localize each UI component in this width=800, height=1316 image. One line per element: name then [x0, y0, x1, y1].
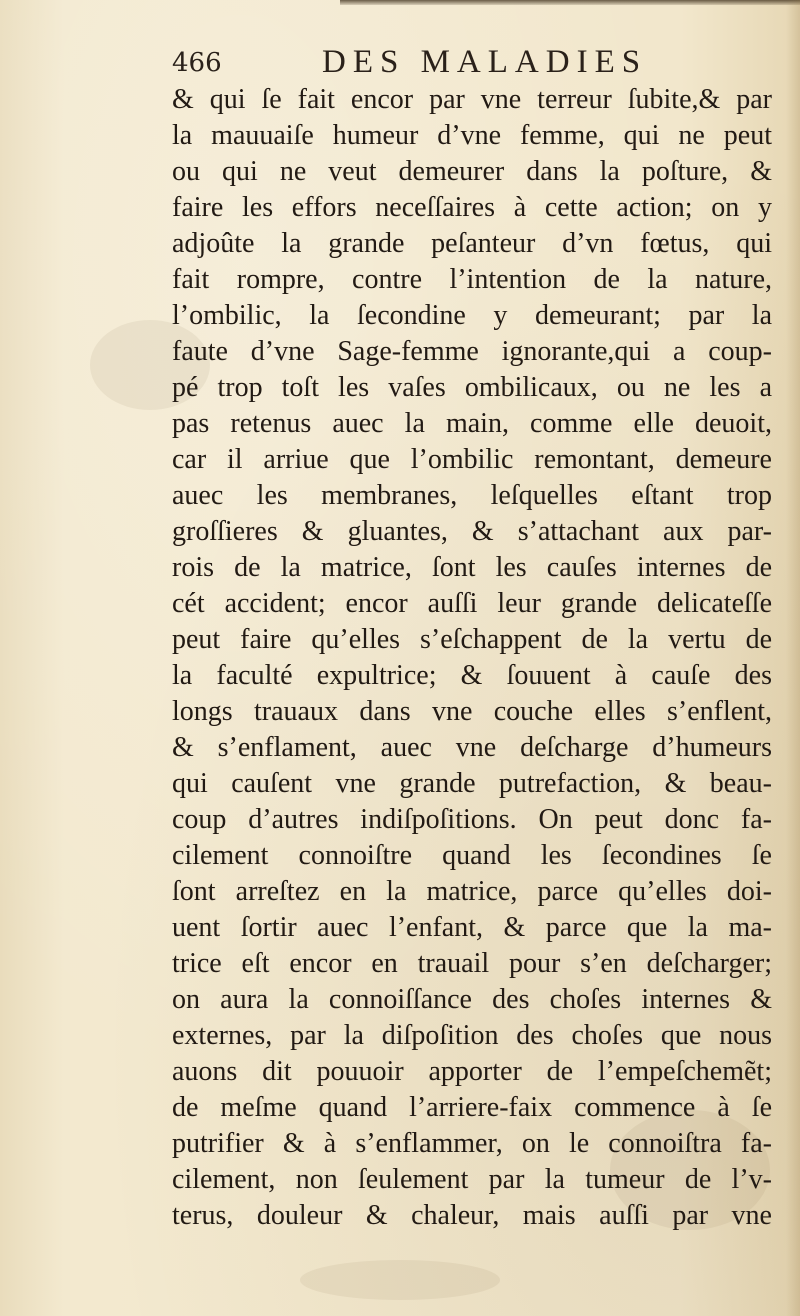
- top-edge-shadow: [340, 0, 800, 5]
- text-line: de meſme quand l’arriere-faix commence à ſe: [172, 1092, 772, 1123]
- text-line: & s’enflament, auec vne deſcharge d’humeurs: [172, 732, 772, 763]
- text-line: ou qui ne veut demeurer dans la poſture, &: [172, 156, 772, 187]
- text-line: fait rompre, contre l’intention de la nature,: [172, 264, 772, 295]
- text-line: coup d’autres indiſpoſitions. On peut donc fa-: [172, 804, 772, 835]
- text-line: cét accident; encor auſſi leur grande delicateſſe: [172, 588, 772, 619]
- text-line: trice eſt encor en trauail pour s’en deſcharger;: [172, 948, 772, 979]
- text-line: cilement connoiſtre quand les ſecondines ſe: [172, 840, 772, 871]
- text-line: ſont arreſtez en la matrice, parce qu’elles doi-: [172, 876, 772, 907]
- text-line: uent ſortir auec l’enfant, & parce que la ma-: [172, 912, 772, 943]
- body-text: [172, 82, 772, 1234]
- text-line: la faculté expultrice; & ſouuent à cauſe des: [172, 660, 772, 691]
- page-header: [172, 42, 672, 82]
- text-line: la mauuaiſe humeur d’vne femme, qui ne peut: [172, 120, 772, 151]
- text-line: l’ombilic, la ſecondine y demeurant; par la: [172, 300, 772, 331]
- text-line: cilement, non ſeulement par la tumeur de l’v-: [172, 1164, 772, 1195]
- text-line: pé trop toſt les vaſes ombilicaux, ou ne les a: [172, 372, 772, 403]
- text-line: externes, par la diſpoſition des choſes que nous: [172, 1020, 772, 1051]
- text-line: qui cauſent vne grande putrefaction, & beau-: [172, 768, 772, 799]
- page-edge-shading: [786, 0, 800, 1316]
- page-number: 466: [172, 48, 222, 78]
- text-line: longs trauaux dans vne couche elles s’enflent,: [172, 696, 772, 727]
- text-line: on aura la connoiſſance des choſes internes &: [172, 984, 772, 1015]
- text-line: peut faire qu’elles s’eſchappent de la vertu de: [172, 624, 772, 655]
- text-line: groſſieres & gluantes, & s’attachant aux par-: [172, 516, 772, 547]
- text-line: auec les membranes, leſquelles eſtant trop: [172, 480, 772, 511]
- text-line: rois de la matrice, ſont les cauſes internes de: [172, 552, 772, 583]
- running-head: DES MALADIES: [322, 44, 648, 80]
- text-line: adjoûte la grande peſanteur d’vn fœtus, qui: [172, 228, 772, 259]
- text-line: pas retenus auec la main, comme elle deuoit,: [172, 408, 772, 439]
- text-line: car il arriue que l’ombilic remontant, demeure: [172, 444, 772, 475]
- text-line: faute d’vne Sage-femme ignorante,qui a coup-: [172, 336, 772, 367]
- text-line: faire les effors neceſſaires à cette action; on y: [172, 192, 772, 223]
- text-line: & qui ſe fait encor par vne terreur ſubite,& par: [172, 84, 772, 115]
- text-line: terus, douleur & chaleur, mais auſſi par vne: [172, 1200, 772, 1231]
- paper-stain: [300, 1260, 500, 1300]
- text-line: putrifier & à s’enflammer, on le connoiſtra fa-: [172, 1128, 772, 1159]
- text-line: auons dit pouuoir apporter de l’empeſchemẽt;: [172, 1056, 772, 1087]
